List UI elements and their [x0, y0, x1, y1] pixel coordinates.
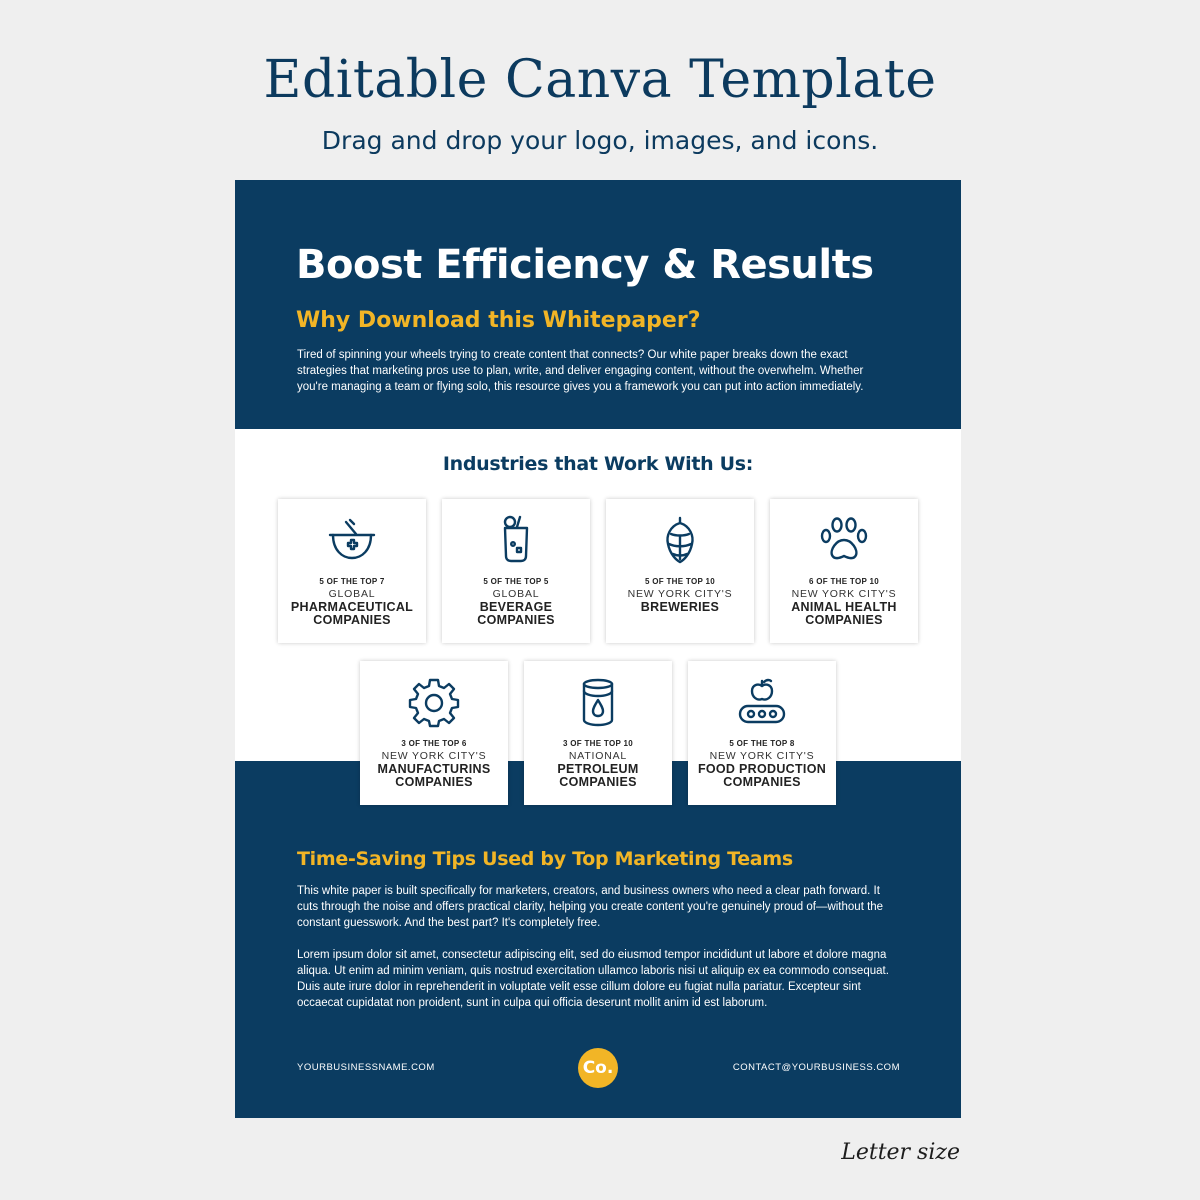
hops-icon [654, 514, 706, 566]
card-rank: 5 OF THE TOP 8 [729, 739, 795, 748]
card-industry: ANIMAL HEALTH COMPANIES [791, 600, 897, 627]
page-subtitle: Drag and drop your logo, images, and icons. [321, 126, 879, 155]
gear-icon [408, 676, 460, 728]
page-title: Editable Canva Template [263, 50, 937, 110]
card-rank: 5 OF THE TOP 5 [483, 577, 549, 586]
document-subheadline: Why Download this Whitepaper? [296, 308, 701, 333]
industry-card-petroleum [524, 661, 672, 805]
card-industry: MANUFACTURINS COMPANIES [377, 762, 491, 789]
card-scope: NEW YORK CITY'S [709, 750, 815, 762]
intro-paragraph: Tired of spinning your wheels trying to create content that connects? Our white paper breaks down the exact strategies that marketing pros use to plan, write, and deliver engaging content, without the overwhelm. Whether you're managing a team or flying solo, this resource gives you a framework you can put into action immediately. [297, 349, 864, 393]
card-rank: 6 OF THE TOP 10 [808, 577, 879, 586]
letter-size-caption: Letter size [841, 1140, 960, 1165]
footer-website: YOURBUSINESSNAME.COM [297, 1062, 435, 1073]
card-rank: 3 OF THE TOP 6 [401, 739, 467, 748]
apple-conveyor-icon [736, 676, 788, 728]
card-scope: NATIONAL [568, 750, 628, 762]
card-industry: FOOD PRODUCTION COMPANIES [697, 762, 827, 789]
industries-title: Industries that Work With Us: [442, 453, 754, 475]
industry-card-manufacturing [360, 661, 508, 805]
lorem-paragraph: Lorem ipsum dolor sit amet, consectetur adipiscing elit, sed do eiusmod tempor incididunt ut labore et dolore magna aliqua. Ut enim ad minim veniam, quis nostrud exercitation ullamco laboris nisi ut aliquip ex ea commodo consequat. Duis aute irure dolor in reprehenderit in voluptate velit esse cillum dolore eu fugiat nulla pariatur. Excepteur sint occaecat cupidatat non proident, sunt in culpa qui officia deserunt mollit anim id est laborum. [297, 949, 889, 1009]
card-scope: NEW YORK CITY'S [381, 750, 487, 762]
beverage-icon [490, 514, 542, 566]
card-industry: PHARMACEUTICAL COMPANIES [290, 600, 414, 627]
industry-card-breweries [606, 499, 754, 643]
card-rank: 5 OF THE TOP 10 [644, 577, 715, 586]
footer-email: CONTACT@YOURBUSINESS.COM [732, 1062, 900, 1073]
paw-icon [818, 514, 870, 566]
tips-paragraph: This white paper is built specifically for marketers, creators, and business owners who need a clear path forward. It cuts through the noise and offers practical clarity, helping you create content you're genuinely proud of—without the constant guesswork. And the best part? It's completely free. [297, 885, 884, 929]
mortar-pestle-icon [326, 514, 378, 566]
industry-card-beverage [442, 499, 590, 643]
card-industry: BEVERAGE COMPANIES [477, 600, 555, 627]
card-scope: GLOBAL [328, 588, 376, 600]
card-scope: NEW YORK CITY'S [627, 588, 733, 600]
card-industry: PETROLEUM COMPANIES [557, 762, 639, 789]
card-scope: GLOBAL [492, 588, 540, 600]
industry-card-food-production [688, 661, 836, 805]
document-headline: Boost Efficiency & Results [296, 242, 874, 288]
company-logo: Co. [578, 1048, 618, 1088]
card-industry: BREWERIES [640, 600, 720, 614]
card-scope: NEW YORK CITY'S [791, 588, 897, 600]
document-preview [235, 180, 961, 1118]
industry-card-pharmaceutical [278, 499, 426, 643]
industry-card-animal-health [770, 499, 918, 643]
card-rank: 3 OF THE TOP 10 [562, 739, 633, 748]
oil-barrel-icon [572, 676, 624, 728]
card-rank: 5 OF THE TOP 7 [319, 577, 385, 586]
tips-title: Time-Saving Tips Used by Top Marketing Teams [297, 848, 793, 870]
